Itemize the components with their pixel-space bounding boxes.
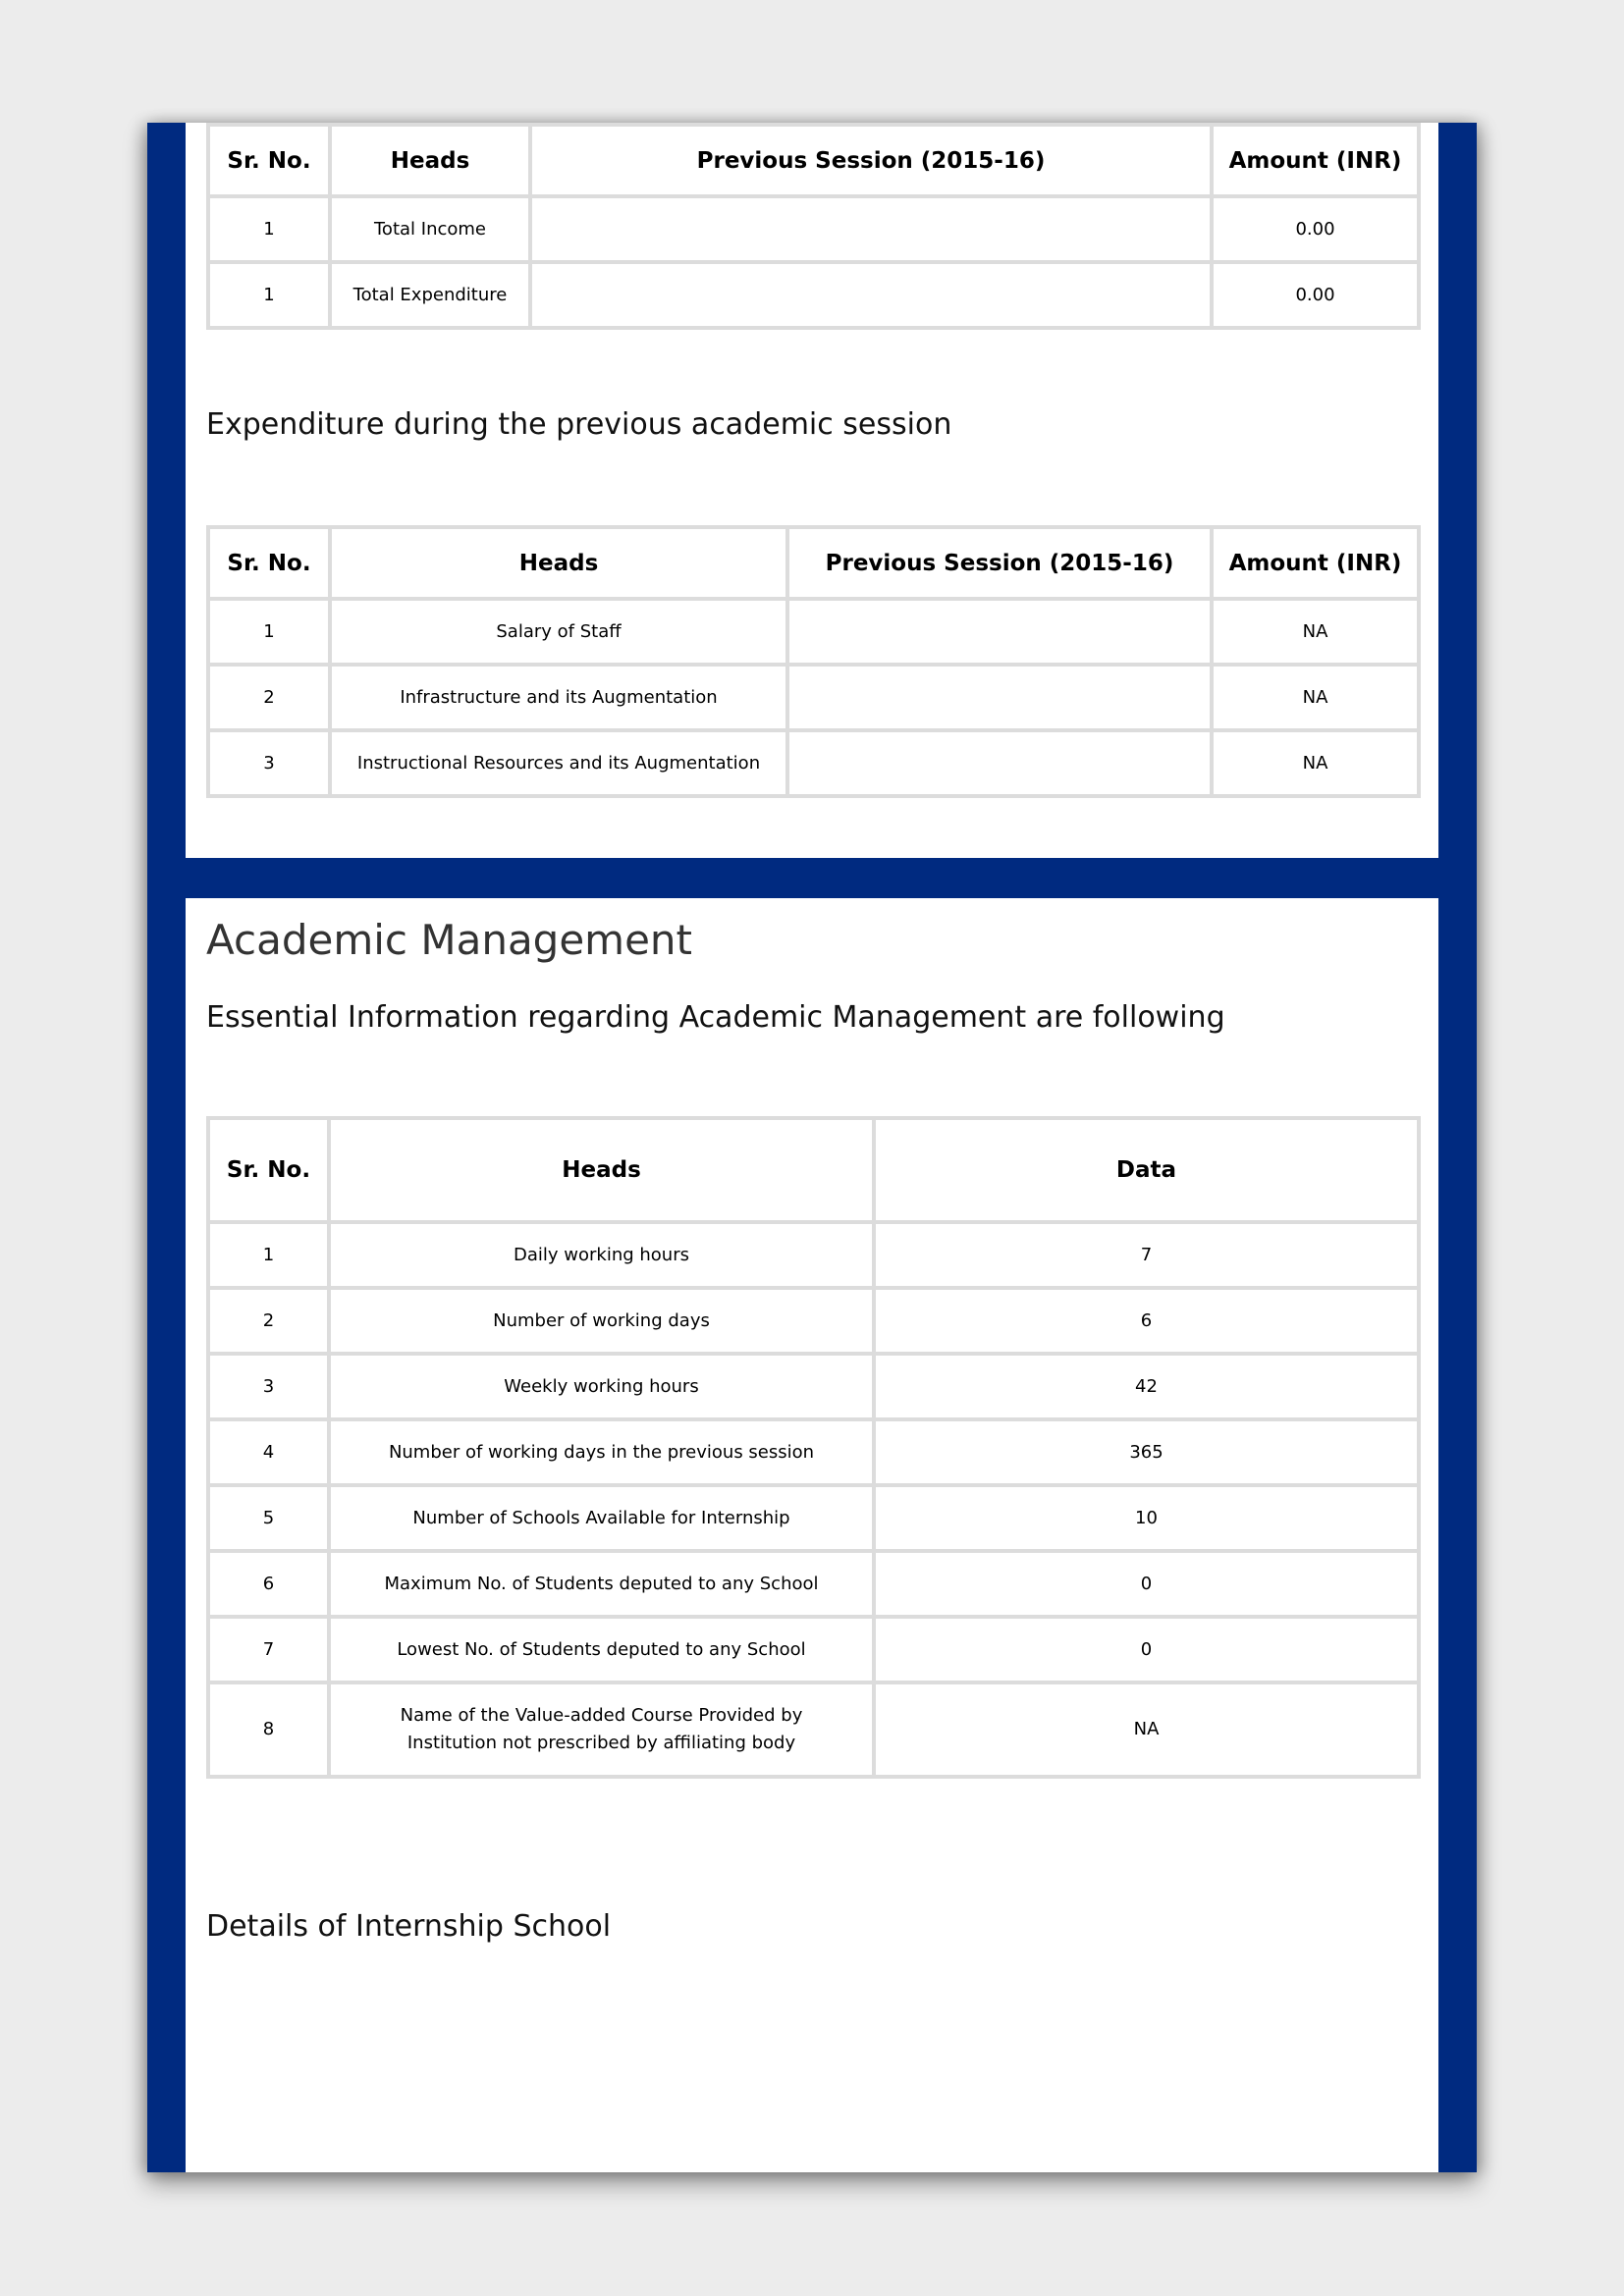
- academic-management-table: [206, 1116, 1421, 1779]
- cell-data: 42: [874, 1354, 1419, 1419]
- column-header-sr-no: Sr. No.: [208, 527, 330, 599]
- column-header-heads: Heads: [329, 1118, 874, 1222]
- section-subtitle: Essential Information regarding Academic Management are following: [206, 1000, 1225, 1035]
- cell-data: 0: [874, 1551, 1419, 1617]
- table-row: [208, 665, 1419, 730]
- cell-head: Total Income: [330, 196, 530, 262]
- cell-head: Number of working days in the previous session: [329, 1419, 874, 1485]
- cell-sr-no: 7: [208, 1617, 329, 1682]
- table-row: [208, 1222, 1419, 1288]
- cell-amount: NA: [1212, 730, 1419, 796]
- cell-amount: NA: [1212, 599, 1419, 665]
- cell-head: Salary of Staff: [330, 599, 787, 665]
- table-header-row: [208, 125, 1419, 196]
- column-header-heads: Heads: [330, 527, 787, 599]
- table-row: [208, 262, 1419, 328]
- cell-previous-session: [530, 262, 1212, 328]
- table-row: [208, 1682, 1419, 1777]
- page-frame: [147, 123, 1477, 2172]
- cell-previous-session: [787, 665, 1212, 730]
- cell-data: 365: [874, 1419, 1419, 1485]
- cell-sr-no: 3: [208, 730, 330, 796]
- cell-head: Name of the Value-added Course Provided by Institution not prescribed by affiliating body: [329, 1682, 874, 1777]
- cell-head: Daily working hours: [329, 1222, 874, 1288]
- column-header-sr-no: Sr. No.: [208, 125, 330, 196]
- table-row: [208, 730, 1419, 796]
- cell-amount: NA: [1212, 665, 1419, 730]
- cell-sr-no: 4: [208, 1419, 329, 1485]
- table-row: [208, 1617, 1419, 1682]
- cell-sr-no: 1: [208, 1222, 329, 1288]
- cell-data: NA: [874, 1682, 1419, 1777]
- cell-sr-no: 6: [208, 1551, 329, 1617]
- expenditure-heading: Expenditure during the previous academic session: [206, 407, 952, 442]
- column-header-amount: Amount (INR): [1212, 125, 1419, 196]
- cell-sr-no: 3: [208, 1354, 329, 1419]
- cell-sr-no: 5: [208, 1485, 329, 1551]
- column-header-sr-no: Sr. No.: [208, 1118, 329, 1222]
- column-header-previous-session: Previous Session (2015-16): [530, 125, 1212, 196]
- cell-head: Weekly working hours: [329, 1354, 874, 1419]
- expenditure-table: [206, 525, 1421, 798]
- cell-previous-session: [530, 196, 1212, 262]
- table-row: [208, 1551, 1419, 1617]
- finance-panel: [186, 123, 1438, 858]
- column-header-heads: Heads: [330, 125, 530, 196]
- cell-data: 0: [874, 1617, 1419, 1682]
- table-row: [208, 1288, 1419, 1354]
- cell-data: 6: [874, 1288, 1419, 1354]
- cell-data: 10: [874, 1485, 1419, 1551]
- cell-data: 7: [874, 1222, 1419, 1288]
- cell-head: Maximum No. of Students deputed to any School: [329, 1551, 874, 1617]
- cell-previous-session: [787, 599, 1212, 665]
- column-header-amount: Amount (INR): [1212, 527, 1419, 599]
- cell-sr-no: 1: [208, 262, 330, 328]
- table-header-row: [208, 1118, 1419, 1222]
- academic-management-panel: [186, 898, 1438, 2172]
- cell-amount: 0.00: [1212, 262, 1419, 328]
- cell-previous-session: [787, 730, 1212, 796]
- cell-sr-no: 1: [208, 196, 330, 262]
- table-header-row: [208, 527, 1419, 599]
- section-title: Academic Management: [206, 916, 693, 964]
- income-expenditure-summary-table: [206, 123, 1421, 330]
- table-row: [208, 1419, 1419, 1485]
- internship-heading: Details of Internship School: [206, 1909, 612, 1944]
- cell-head: Number of working days: [329, 1288, 874, 1354]
- table-row: [208, 1485, 1419, 1551]
- cell-head: Number of Schools Available for Internship: [329, 1485, 874, 1551]
- cell-head: Infrastructure and its Augmentation: [330, 665, 787, 730]
- cell-sr-no: 1: [208, 599, 330, 665]
- cell-sr-no: 8: [208, 1682, 329, 1777]
- table-row: [208, 196, 1419, 262]
- table-row: [208, 1354, 1419, 1419]
- cell-sr-no: 2: [208, 665, 330, 730]
- cell-head: Instructional Resources and its Augmentation: [330, 730, 787, 796]
- table-row: [208, 599, 1419, 665]
- column-header-previous-session: Previous Session (2015-16): [787, 527, 1212, 599]
- column-header-data: Data: [874, 1118, 1419, 1222]
- cell-head: Total Expenditure: [330, 262, 530, 328]
- cell-head: Lowest No. of Students deputed to any School: [329, 1617, 874, 1682]
- cell-sr-no: 2: [208, 1288, 329, 1354]
- cell-amount: 0.00: [1212, 196, 1419, 262]
